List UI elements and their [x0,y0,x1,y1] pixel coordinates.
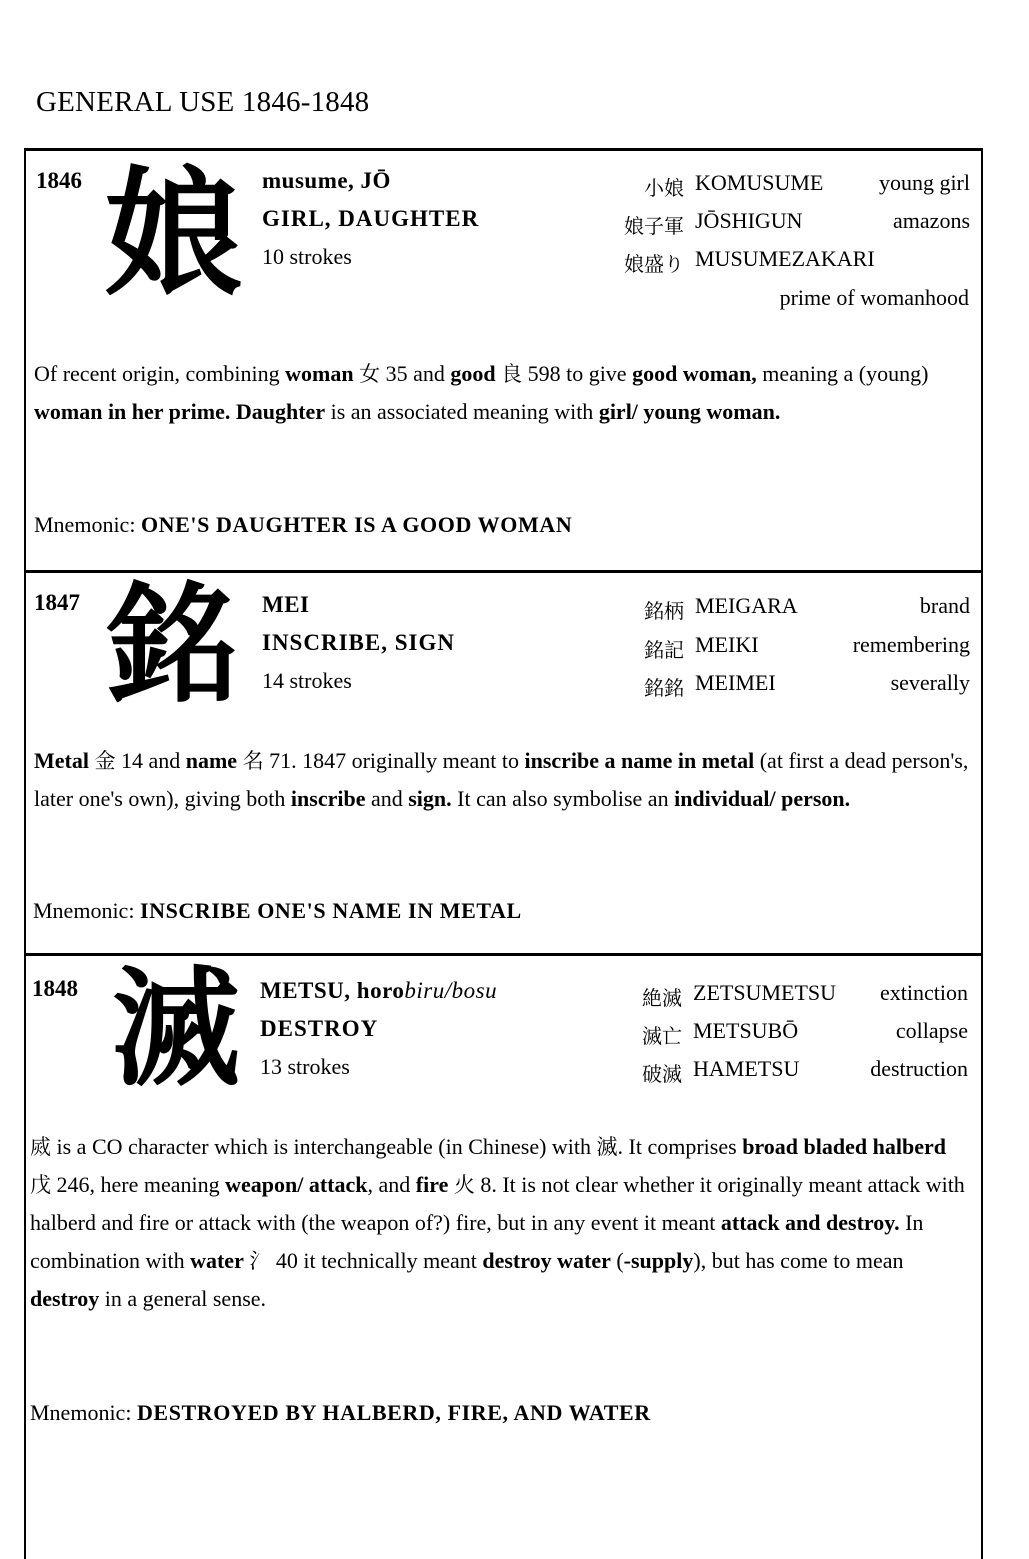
compound-kanji: 銘銘 [644,676,684,700]
compound-kanji: 小娘 [644,176,684,200]
text: . It comprises [617,1134,743,1159]
compound-kanji: 娘盛り [624,252,684,276]
explanation [34,742,970,818]
text: is an associated meaning with [325,399,599,424]
text: Of recent origin, combining [34,361,286,386]
compound-gloss: extinction [880,980,968,1005]
page-header: GENERAL USE 1846-1848 [36,86,370,118]
meaning: DESTROY [260,1016,379,1041]
compound-romaji: MUSUMEZAKARI [695,246,875,271]
text: In combination with [30,1210,924,1273]
compound-gloss: young girl [878,170,970,195]
compound-romaji: MEIGARA [695,593,798,618]
stroke-count: 10 strokes [262,244,352,269]
main-kanji: 銘 [106,569,237,721]
keyword: water [190,1248,244,1273]
text: 246, here meaning [51,1172,226,1197]
text: (at first a dead person's, later one's own), giving both [34,748,969,811]
compound-gloss: brand [919,593,970,618]
compound-row [586,1056,968,1086]
compound-kanji: 娘子軍 [624,214,684,238]
compound-row [588,670,970,700]
keyword: good [450,361,496,386]
compound-kanji: 銘記 [644,638,684,662]
component-kanji: 氵 [249,1249,271,1273]
compound-kanji: 滅亡 [642,1024,682,1048]
compound-row [588,593,970,623]
mnemonic [33,898,522,924]
entry-number: 1848 [32,976,78,1001]
keyword: girl/ young woman. [598,399,781,424]
reading-text: METSU, horo [260,978,405,1003]
keyword: Metal [34,748,89,773]
keyword: name [185,748,238,773]
text: 35 and [380,361,451,386]
compound-romaji: MEIMEI [695,670,776,695]
compound-row [586,1018,968,1048]
compound-romaji: KOMUSUME [695,170,824,195]
text: and [365,786,409,811]
main-kanji: 滅 [111,955,240,1104]
reading: musume, JŌ [262,168,391,193]
compound-gloss: prime of womanhood [779,285,969,310]
compound-row [586,980,968,1010]
explanation [34,355,970,431]
main-kanji: 娘 [103,154,242,315]
text: , and [367,1172,416,1197]
text: 40 it technically meant [270,1248,483,1273]
text: ), but has come to mean [693,1248,904,1273]
text: meaning a (young) [756,361,929,386]
component-kanji: 良 [501,362,523,386]
stroke-count: 13 strokes [260,1054,350,1079]
keyword: inscribe a name in metal [524,748,755,773]
component-kanji: 滅 [596,1135,618,1159]
compound-romaji: HAMETSU [693,1056,800,1081]
component-kanji: 戊 [30,1173,51,1197]
mnemonic-text: DESTROYED BY HALBERD, FIRE, AND WATER [136,1400,651,1425]
keyword: fire [415,1172,449,1197]
component-kanji: 名 [242,749,264,773]
meaning: GIRL, DAUGHTER [262,206,480,231]
mnemonic-text: INSCRIBE ONE'S NAME IN METAL [139,898,522,923]
keyword: broad bladed halberd [742,1134,946,1159]
reading-okurigana: biru/bosu [404,978,498,1003]
compound-romaji: METSUBŌ [693,1018,799,1043]
compound-romaji: ZETSUMETSU [693,980,836,1005]
reading: MEI [262,592,310,617]
text: is a CO character which is interchangeable (in Chinese) with [51,1134,597,1159]
keyword: destroy water [482,1248,611,1273]
keyword: inscribe [290,786,366,811]
mnemonic-label: Mnemonic: [34,512,136,537]
entry-number: 1847 [34,590,80,615]
compound-gloss: collapse [895,1018,968,1043]
keyword: woman in her prime. [34,399,231,424]
keyword: Daughter [235,399,326,424]
compound-gloss: amazons [893,208,970,233]
keyword: -supply [623,1248,694,1273]
component-kanji: 烕 [30,1135,51,1159]
mnemonic [34,512,572,538]
compound-kanji: 破滅 [642,1062,682,1086]
meaning: INSCRIBE, SIGN [262,630,455,655]
component-kanji: 火 [453,1173,475,1197]
keyword: individual/ person. [674,786,851,811]
compound-row [588,632,970,662]
compound-romaji: MEIKI [695,632,759,657]
mnemonic-text: ONE'S DAUGHTER IS A GOOD WOMAN [140,512,573,537]
text: 14 and [115,748,186,773]
component-kanji: 金 [94,749,116,773]
keyword: attack and destroy. [720,1210,900,1235]
component-kanji: 女 [359,362,381,386]
mnemonic-label: Mnemonic: [33,898,135,923]
mnemonic [30,1400,651,1426]
explanation [30,1128,970,1318]
compound-kanji: 銘柄 [644,599,684,623]
text: 8. It is not clear whether it originally meant attack with halberd and fire or attack with (the weapon of?) fire, but in any event it meant [30,1172,965,1235]
compound-romaji: JŌSHIGUN [695,208,803,233]
compound-gloss: severally [890,670,970,695]
text: in a general sense. [99,1286,267,1311]
keyword: woman [285,361,354,386]
keyword: sign. [408,786,452,811]
text: It can also symbolise an [451,786,675,811]
compound-gloss: remembering [852,632,970,657]
stroke-count: 14 strokes [262,668,352,693]
keyword: destroy [30,1286,100,1311]
mnemonic-label: Mnemonic: [30,1400,132,1425]
compound-row [588,170,970,200]
text: 71. 1847 originally meant to [263,748,525,773]
reading [260,978,497,1004]
compound-gloss: destruction [870,1056,968,1081]
compound-row [588,208,970,238]
keyword: weapon/ attack [225,1172,368,1197]
text: 598 to give [522,361,633,386]
entry-number: 1846 [36,168,82,193]
keyword: good woman, [632,361,757,386]
compound-row [588,246,970,276]
compound-kanji: 絶滅 [642,986,682,1010]
text: ( [610,1248,624,1273]
